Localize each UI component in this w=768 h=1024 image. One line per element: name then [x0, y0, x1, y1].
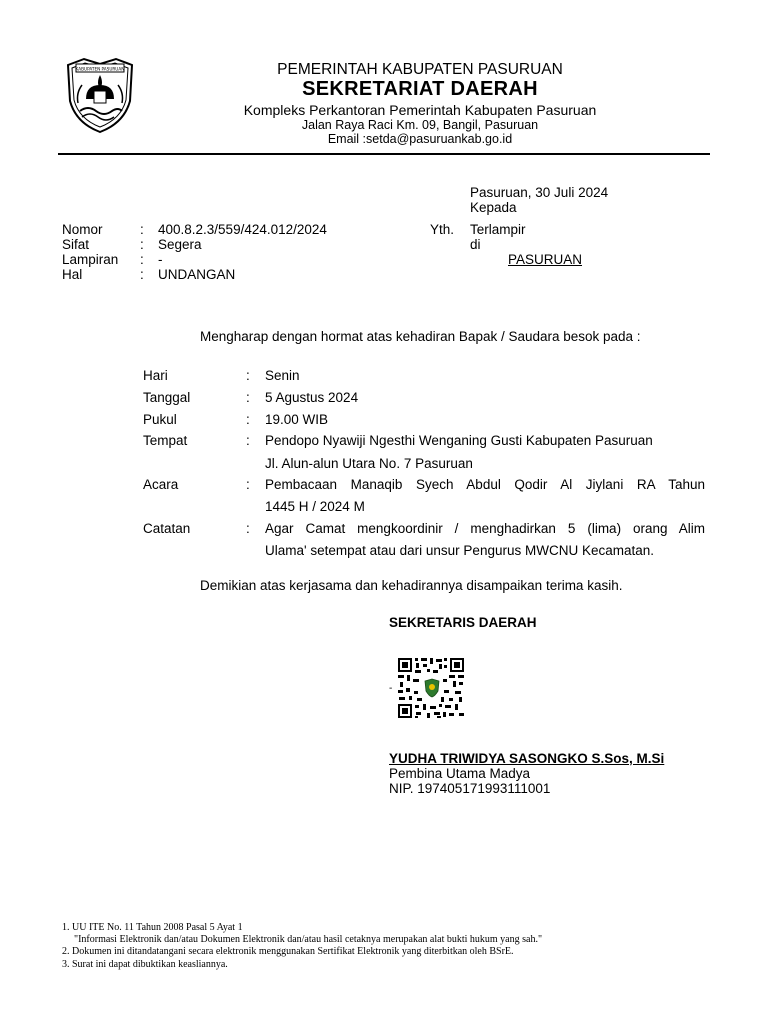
detail-colon: :: [246, 390, 250, 405]
detail-value-tempat-line2: Jl. Alun-alun Utara No. 7 Pasuruan: [265, 456, 473, 471]
detail-value-acara: Pembacaan Manaqib Syech Abdul Qodir Al Jiylani RA Tahun: [265, 477, 705, 492]
meta-value-sifat: Segera: [158, 237, 202, 252]
meta-value-hal: UNDANGAN: [158, 267, 236, 282]
recipient-di: di: [470, 237, 481, 252]
meta-colon: :: [140, 252, 144, 267]
detail-label-tanggal: Tanggal: [143, 390, 191, 405]
detail-label-tempat: Tempat: [143, 433, 188, 448]
signatory-title: SEKRETARIS DAERAH: [389, 615, 537, 630]
svg-text:KABUPATEN PASURUAN: KABUPATEN PASURUAN: [75, 66, 125, 72]
detail-colon: :: [246, 412, 250, 427]
meta-label-hal: Hal: [62, 267, 83, 282]
detail-label-hari: Hari: [143, 368, 168, 383]
government-name: PEMERINTAH KABUPATEN PASURUAN: [277, 61, 563, 78]
qr-dash: -: [389, 683, 393, 694]
detail-value-acara-line2: 1445 H / 2024 M: [265, 499, 365, 514]
signatory-name: YUDHA TRIWIDYA SASONGKO S.Sos, M.Si: [389, 751, 665, 766]
recipient-name: Terlampir: [470, 222, 526, 237]
detail-colon: :: [246, 477, 250, 492]
detail-value-catatan-line2: Ulama' setempat atau dari unsur Pengurus MWCNU Kecamatan.: [265, 543, 654, 558]
recipient-city: PASURUAN: [508, 252, 583, 267]
detail-colon: :: [246, 368, 250, 383]
yth-label: Yth.: [430, 222, 455, 237]
meta-value-lampiran: -: [158, 252, 163, 267]
meta-colon: :: [140, 222, 144, 237]
meta-value-nomor: 400.8.2.3/559/424.012/2024: [158, 222, 327, 237]
meta-label-nomor: Nomor: [62, 222, 103, 237]
detail-value-hari: Senin: [265, 368, 300, 383]
office-email: Email :setda@pasuruankab.go.id: [327, 132, 513, 146]
detail-label-pukul: Pukul: [143, 412, 177, 427]
footnote-2: 2. Dokumen ini ditandatangani secara elektronik menggunakan Sertifikat Elektronik yang diterbitkan oleh BSrE.: [62, 946, 514, 957]
letterhead-divider: [58, 153, 710, 155]
detail-value-catatan: Agar Camat mengkoordinir / menghadirkan 5 (lima) orang Alim: [265, 521, 705, 536]
regency-logo-icon: [64, 55, 136, 135]
signatory-nip: NIP. 197405171993111001: [389, 781, 551, 796]
place-date: Pasuruan, 30 Juli 2024: [470, 185, 609, 200]
meta-label-sifat: Sifat: [62, 237, 90, 252]
opening-sentence: Mengharap dengan hormat atas kehadiran Bapak / Saudara besok pada :: [200, 329, 641, 344]
office-address: Jalan Raya Raci Km. 09, Bangil, Pasuruan: [301, 118, 539, 132]
footnote-1-quote: "Informasi Elektronik dan/atau Dokumen Elektronik dan/atau hasil cetaknya merupakan alat bukti hukum yang sah.": [74, 934, 543, 945]
meta-colon: :: [140, 267, 144, 282]
agency-name: SEKRETARIAT DAERAH: [302, 78, 538, 100]
detail-label-acara: Acara: [143, 477, 179, 492]
office-complex: Kompleks Perkantoran Pemerintah Kabupaten Pasuruan: [243, 102, 597, 118]
detail-value-tempat: Pendopo Nyawiji Ngesthi Wenganing Gusti Kabupaten Pasuruan: [265, 433, 653, 448]
signatory-rank: Pembina Utama Madya: [389, 766, 531, 781]
detail-value-tanggal: 5 Agustus 2024: [265, 390, 359, 405]
qr-code-icon: [397, 657, 465, 719]
kepada-label: Kepada: [470, 200, 517, 215]
detail-colon: :: [246, 521, 250, 536]
footnote-3: 3. Surat ini dapat dibuktikan keasliannya.: [62, 959, 228, 970]
meta-label-lampiran: Lampiran: [62, 252, 119, 267]
detail-label-catatan: Catatan: [143, 521, 191, 536]
detail-value-pukul: 19.00 WIB: [265, 412, 329, 427]
footnote-1: 1. UU ITE No. 11 Tahun 2008 Pasal 5 Ayat 1: [62, 922, 243, 933]
closing-sentence: Demikian atas kerjasama dan kehadirannya disampaikan terima kasih.: [200, 578, 623, 593]
meta-colon: :: [140, 237, 144, 252]
detail-colon: :: [246, 433, 250, 448]
